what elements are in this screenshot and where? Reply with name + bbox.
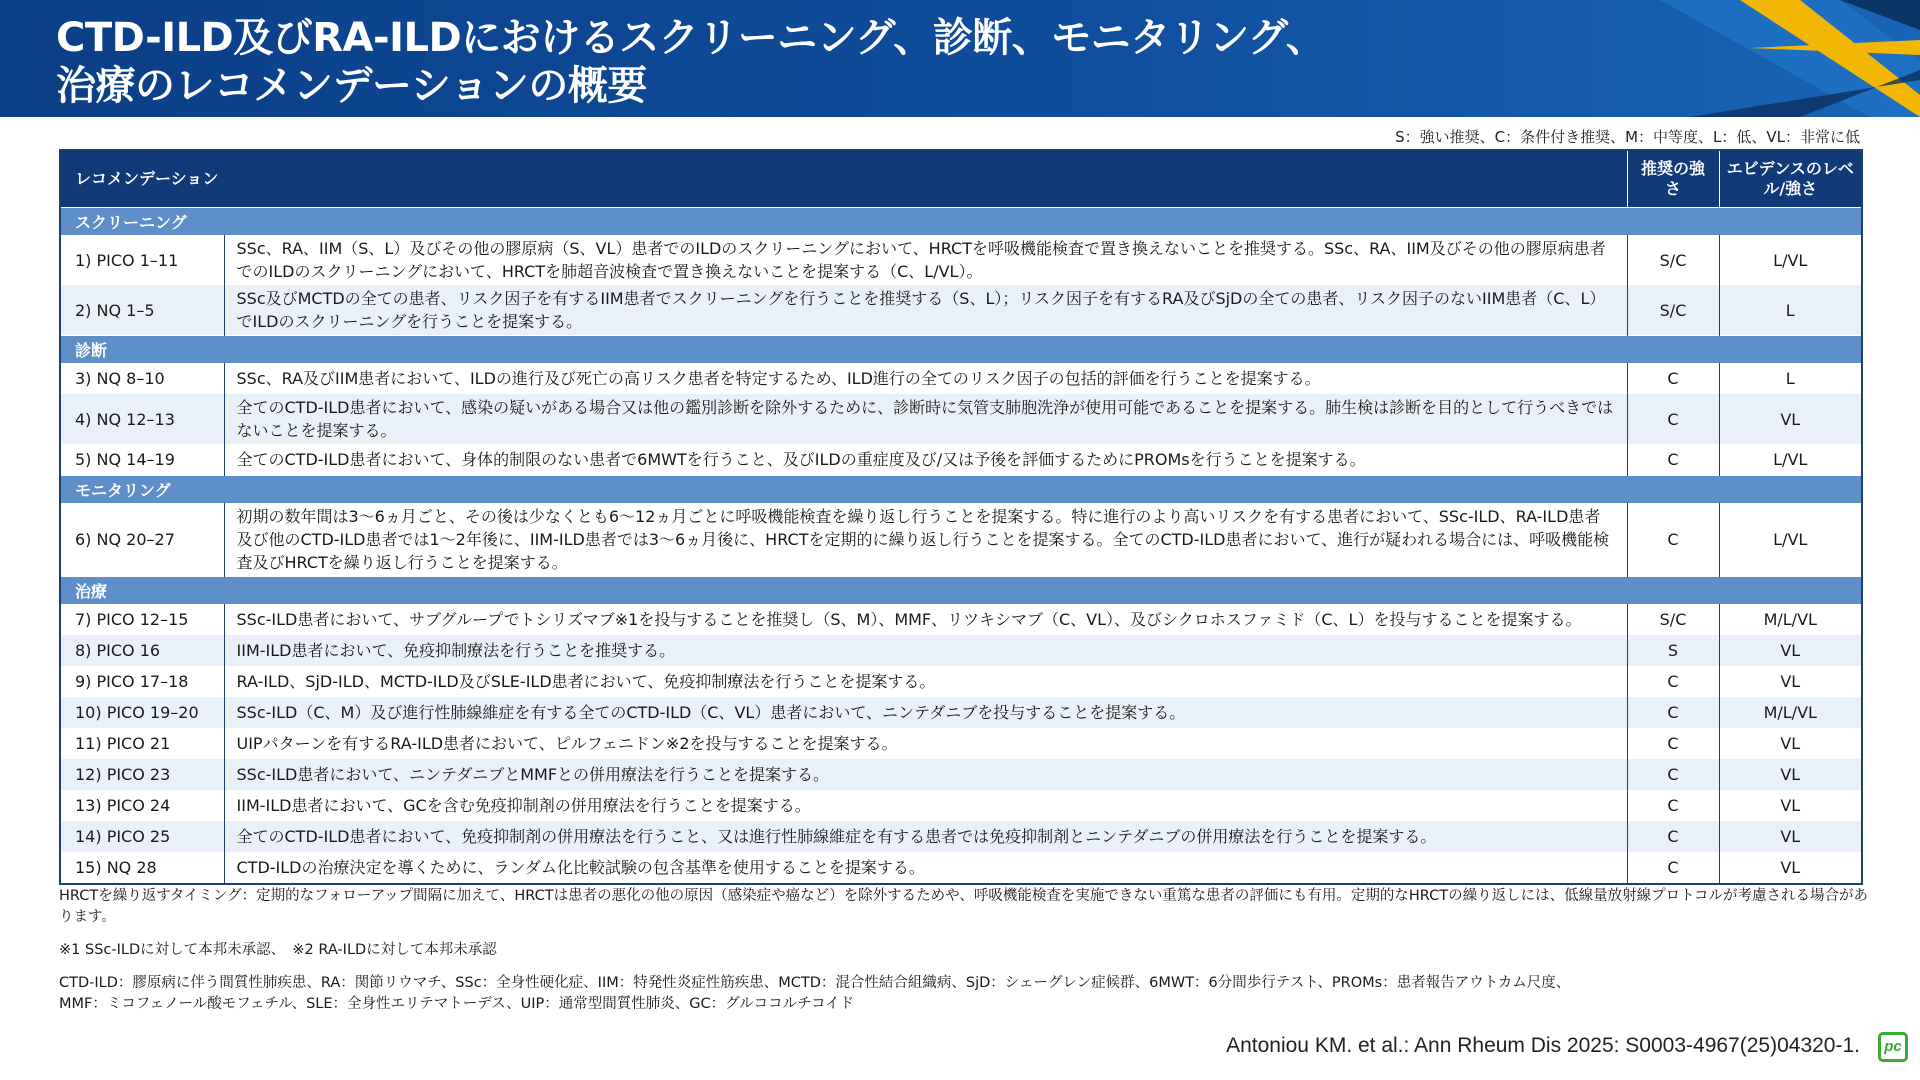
row-evidence: VL — [1719, 635, 1862, 666]
row-evidence: M/L/VL — [1719, 697, 1862, 728]
abbreviation-legend: S：強い推奨、C：条件付き推奨、M：中等度、L：低、VL：非常に低 — [1395, 128, 1860, 146]
row-id: 14) PICO 25 — [60, 821, 224, 852]
row-id: 2) NQ 1–5 — [60, 285, 224, 336]
table-row — [60, 235, 1862, 285]
row-text: SSc-ILD（C、M）及び進行性肺線維症を有する全てのCTD-ILD（C、VL）患者において、ニンテダニブを投与することを提案する。 — [224, 697, 1627, 728]
row-strength: C — [1627, 728, 1719, 759]
row-text: SSc、RA、IIM（S、L）及びその他の膠原病（S、VL）患者でのILDのスクリーニングにおいて、HRCTを呼吸機能検査で置き換えないことを推奨する。SSc、RA、IIM及びその他の膠原病患者でのILDのスクリーニングにおいて、HRCTを肺超音波検査で置き換えないことを提案する（C、L/VL）。 — [224, 235, 1627, 285]
table-row — [60, 666, 1862, 697]
footnote-approval-notes: ※1 SSc-ILDに対して本邦未承認、 ※2 RA-ILDに対して本邦未承認 — [59, 942, 497, 958]
row-evidence: L — [1719, 363, 1862, 394]
row-strength: S/C — [1627, 285, 1719, 336]
row-id: 12) PICO 23 — [60, 759, 224, 790]
title-line-2: 治療のレコメンデーションの概要 — [56, 63, 647, 109]
row-evidence: VL — [1719, 821, 1862, 852]
row-id: 11) PICO 21 — [60, 728, 224, 759]
row-text: SSc-ILD患者において、ニンテダニブとMMFとの併用療法を行うことを提案する。 — [224, 759, 1627, 790]
row-evidence: VL — [1719, 852, 1862, 884]
table-row — [60, 503, 1862, 577]
row-text: SSc、RA及びIIM患者において、ILDの進行及び死亡の高リスク患者を特定するため、ILD進行の全てのリスク因子の包括的評価を行うことを提案する。 — [224, 363, 1627, 394]
section-label: モニタリング — [60, 476, 1862, 504]
row-text: UIPパターンを有するRA-ILD患者において、ピルフェニドン※2を投与することを提案する。 — [224, 728, 1627, 759]
table-row — [60, 363, 1862, 394]
row-id: 13) PICO 24 — [60, 790, 224, 821]
table-row — [60, 728, 1862, 759]
table-row — [60, 635, 1862, 666]
row-strength: S/C — [1627, 235, 1719, 285]
row-id: 5) NQ 14–19 — [60, 444, 224, 476]
section-row-monitoring — [60, 476, 1862, 504]
header-evidence: エビデンスのレベル/強さ — [1719, 150, 1862, 208]
row-text: RA-ILD、SjD-ILD、MCTD-ILD及びSLE-ILD患者において、免疫抑制療法を行うことを提案する。 — [224, 666, 1627, 697]
row-evidence: L/VL — [1719, 444, 1862, 476]
row-strength: C — [1627, 444, 1719, 476]
row-evidence: L/VL — [1719, 235, 1862, 285]
row-strength: C — [1627, 503, 1719, 577]
footnotes — [59, 886, 1869, 1015]
row-evidence: VL — [1719, 759, 1862, 790]
decorative-stripes — [1540, 0, 1920, 117]
row-text: 全てのCTD-ILD患者において、免疫抑制剤の併用療法を行うこと、又は進行性肺線維症を有する患者では免疫抑制剤とニンテダニブの併用療法を行うことを提案する。 — [224, 821, 1627, 852]
row-id: 10) PICO 19–20 — [60, 697, 224, 728]
row-evidence: L/VL — [1719, 503, 1862, 577]
page-title — [56, 14, 1325, 110]
row-text: SSc-ILD患者において、サブグループでトシリズマブ※1を投与することを推奨し（S、M）、MMF、リツキシマブ（C、VL）、及びシクロホスファミド（C、L）を投与することを提案する。 — [224, 604, 1627, 635]
brand-logo-icon: pc — [1878, 1032, 1908, 1062]
row-text: 全てのCTD-ILD患者において、身体的制限のない患者で6MWTを行うこと、及びILDの重症度及び/又は予後を評価するためにPROMsを行うことを提案する。 — [224, 444, 1627, 476]
row-text: 初期の数年間は3～6ヵ月ごと、その後は少なくとも6～12ヵ月ごとに呼吸機能検査を繰り返し行うことを提案する。特に進行のより高いリスクを有する患者において、SSc-ILD、RA-ILD患者及び他のCTD-ILD患者では1～2年後に、IIM-ILD患者では3～6ヵ月後に、HRCTを定期的に繰り返し行うことを提案する。全てのCTD-ILD患者において、進行が疑われる場合には、呼吸機能検査及びHRCTを繰り返し行うことを提案する。 — [224, 503, 1627, 577]
row-id: 9) PICO 17–18 — [60, 666, 224, 697]
row-strength: C — [1627, 697, 1719, 728]
row-strength: C — [1627, 363, 1719, 394]
row-id: 1) PICO 1–11 — [60, 235, 224, 285]
row-id: 6) NQ 20–27 — [60, 503, 224, 577]
table-row — [60, 604, 1862, 635]
section-label: スクリーニング — [60, 208, 1862, 236]
section-row-diagnosis — [60, 336, 1862, 364]
row-id: 8) PICO 16 — [60, 635, 224, 666]
table-row — [60, 852, 1862, 884]
row-id: 15) NQ 28 — [60, 852, 224, 884]
row-strength: C — [1627, 821, 1719, 852]
row-text: 全てのCTD-ILD患者において、感染の疑いがある場合又は他の鑑別診断を除外するために、診断時に気管支肺胞洗浄が使用可能であることを提案する。肺生検は診断を目的として行うべきではないことを提案する。 — [224, 394, 1627, 444]
table-row — [60, 285, 1862, 336]
row-evidence: L — [1719, 285, 1862, 336]
table-row — [60, 697, 1862, 728]
row-text: CTD-ILDの治療決定を導くために、ランダム化比較試験の包含基準を使用することを提案する。 — [224, 852, 1627, 884]
row-evidence: VL — [1719, 394, 1862, 444]
row-id: 3) NQ 8–10 — [60, 363, 224, 394]
row-text: IIM-ILD患者において、GCを含む免疫抑制剤の併用療法を行うことを提案する。 — [224, 790, 1627, 821]
row-strength: C — [1627, 790, 1719, 821]
section-row-screening — [60, 208, 1862, 236]
row-id: 7) PICO 12–15 — [60, 604, 224, 635]
table-row — [60, 759, 1862, 790]
row-strength: S — [1627, 635, 1719, 666]
table-header-row — [60, 150, 1862, 208]
row-text: SSc及びMCTDの全ての患者、リスク因子を有するIIM患者でスクリーニングを行うことを推奨する（S、L）；リスク因子を有するRA及びSjDの全ての患者、リスク因子のないIIM患者（C、L）でILDのスクリーニングを行うことを提案する。 — [224, 285, 1627, 336]
header-recommendation: レコメンデーション — [60, 150, 1627, 208]
header-strength: 推奨の強さ — [1627, 150, 1719, 208]
row-strength: S/C — [1627, 604, 1719, 635]
section-label: 診断 — [60, 336, 1862, 364]
footnote-abbreviations-2: MMF：ミコフェノール酸モフェチル、SLE：全身性エリテマトーデス、UIP：通常型間質性肺炎、GC：グルココルチコイド — [59, 996, 855, 1012]
row-strength: C — [1627, 666, 1719, 697]
section-row-treatment — [60, 577, 1862, 605]
row-evidence: VL — [1719, 728, 1862, 759]
title-banner — [0, 0, 1920, 117]
row-evidence: VL — [1719, 666, 1862, 697]
row-strength: C — [1627, 394, 1719, 444]
table-row — [60, 821, 1862, 852]
row-strength: C — [1627, 759, 1719, 790]
row-strength: C — [1627, 852, 1719, 884]
row-id: 4) NQ 12–13 — [60, 394, 224, 444]
table-row — [60, 790, 1862, 821]
table-row — [60, 444, 1862, 476]
table-row — [60, 394, 1862, 444]
section-label: 治療 — [60, 577, 1862, 605]
row-text: IIM-ILD患者において、免疫抑制療法を行うことを推奨する。 — [224, 635, 1627, 666]
title-line-1: CTD-ILD及びRA-ILDにおけるスクリーニング、診断、モニタリング、 — [56, 15, 1326, 61]
recommendations-table — [59, 149, 1863, 885]
footnote-abbreviations-1: CTD-ILD：膠原病に伴う間質性肺疾患、RA：関節リウマチ、SSc：全身性硬化症、IIM：特発性炎症性筋疾患、MCTD：混合性結合組織病、SjD：シェーグレン症候群、6MWT：6分間歩行テスト、PROMs：患者報告アウトカム尺度、 — [59, 975, 1571, 991]
citation: Antoniou KM. et al.: Ann Rheum Dis 2025: S0003-4967(25)04320-1. — [1226, 1034, 1860, 1057]
row-evidence: M/L/VL — [1719, 604, 1862, 635]
row-evidence: VL — [1719, 790, 1862, 821]
footnote-hrct-timing: HRCTを繰り返すタイミング：定期的なフォローアップ間隔に加えて、HRCTは患者の悪化の他の原因（感染症や癌など）を除外するためや、呼吸機能検査を実施できない重篤な患者の評価にも有用。定期的なHRCTの繰り返しには、低線量放射線プロトコルが考慮される場合があります。 — [59, 888, 1868, 925]
